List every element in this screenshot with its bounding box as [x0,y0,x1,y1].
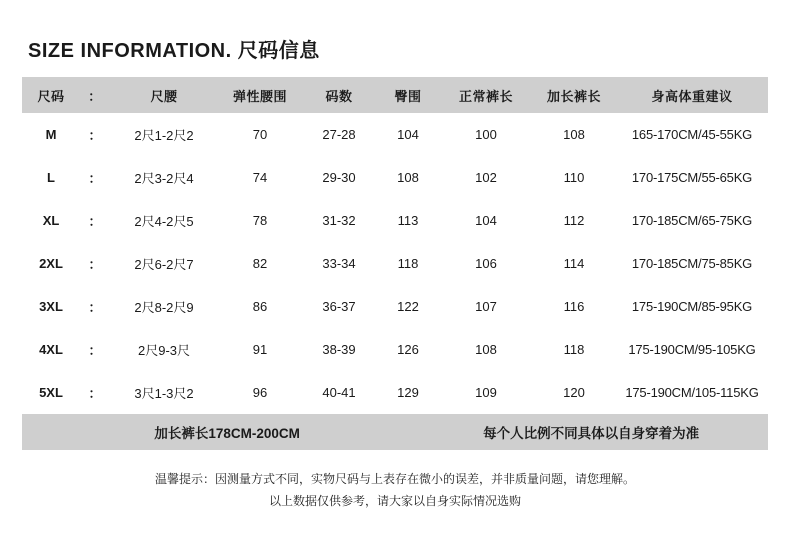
cell-hip: 126 [376,328,440,371]
cell-long-length: 110 [532,156,616,199]
table-header-row [22,77,768,113]
cell-colon: ： [80,113,110,156]
note-measurement-tip: 温馨提示：因测量方式不同，实物尺码与上表存在微小的误差，并非质量问题，请您理解。 [154,472,635,486]
page-title: SIZE INFORMATION. 尺码信息 [28,40,320,62]
table-row [22,328,768,371]
cell-advice: 175-190CM/95-105KG [616,328,768,371]
column-header-waist-chi: 尺腰 [150,88,178,104]
cell-colon: ： [80,242,110,285]
cell-advice: 170-185CM/65-75KG [616,199,768,242]
cell-size: 2XL [22,242,80,285]
table-head [22,77,768,113]
cell-long-length: 114 [532,242,616,285]
table-row [22,156,768,199]
cell-size: 4XL [22,328,80,371]
cell-size: 3XL [22,285,80,328]
column-header-elastic-waist: 弹性腰围 [232,88,287,104]
cell-advice: 170-175CM/55-65KG [616,156,768,199]
cell-code: 40-41 [302,371,376,414]
table-row [22,113,768,156]
column-header-colon: ： [88,88,102,104]
size-table [22,77,768,414]
cell-colon: ： [80,328,110,371]
cell-colon: ： [80,156,110,199]
cell-advice: 165-170CM/45-55KG [616,113,768,156]
cell-elastic: 86 [218,285,302,328]
cell-code: 31-32 [302,199,376,242]
column-header-size: 尺码 [37,88,65,104]
table-row [22,371,768,414]
cell-hip: 118 [376,242,440,285]
cell-size: 5XL [22,371,80,414]
table-row [22,242,768,285]
cell-normal-length: 106 [440,242,532,285]
cell-advice: 175-190CM/105-115KG [616,371,768,414]
notes-block [22,468,768,512]
cell-waist: 2尺3-2尺4 [110,156,218,199]
table-body [22,113,768,414]
cell-hip: 122 [376,285,440,328]
cell-long-length: 118 [532,328,616,371]
cell-code: 29-30 [302,156,376,199]
cell-long-length: 120 [532,371,616,414]
cell-long-length: 116 [532,285,616,328]
cell-advice: 170-185CM/75-85KG [616,242,768,285]
column-header-hip: 臀围 [394,88,422,104]
column-header-long-length: 加长裤长 [546,88,601,104]
note-reference-tip: 以上数据仅供参考，请大家以自身实际情况选购 [268,494,521,508]
cell-advice: 175-190CM/85-95KG [616,285,768,328]
cell-waist: 2尺8-2尺9 [110,285,218,328]
column-header-height-weight-advice: 身高体重建议 [651,88,733,104]
cell-hip: 129 [376,371,440,414]
column-header-normal-length: 正常裤长 [458,88,513,104]
table-footer-bar [22,414,768,450]
cell-colon: ： [80,371,110,414]
cell-long-length: 108 [532,113,616,156]
column-header-code-number: 码数 [325,88,353,104]
cell-normal-length: 109 [440,371,532,414]
cell-elastic: 82 [218,242,302,285]
cell-elastic: 96 [218,371,302,414]
cell-long-length: 112 [532,199,616,242]
cell-size: L [22,156,80,199]
cell-hip: 104 [376,113,440,156]
cell-elastic: 78 [218,199,302,242]
cell-size: M [22,113,80,156]
cell-elastic: 91 [218,328,302,371]
cell-normal-length: 102 [440,156,532,199]
cell-waist: 3尺1-3尺2 [110,371,218,414]
cell-code: 27-28 [302,113,376,156]
cell-hip: 108 [376,156,440,199]
cell-normal-length: 100 [440,113,532,156]
cell-code: 33-34 [302,242,376,285]
cell-hip: 113 [376,199,440,242]
cell-normal-length: 104 [440,199,532,242]
footer-long-length-note: 加长裤长178CM-200CM [154,426,300,441]
cell-waist: 2尺9-3尺 [110,328,218,371]
cell-waist: 2尺6-2尺7 [110,242,218,285]
cell-code: 38-39 [302,328,376,371]
cell-colon: ： [80,199,110,242]
cell-size: XL [22,199,80,242]
cell-elastic: 74 [218,156,302,199]
cell-elastic: 70 [218,113,302,156]
cell-waist: 2尺1-2尺2 [110,113,218,156]
cell-normal-length: 108 [440,328,532,371]
cell-waist: 2尺4-2尺5 [110,199,218,242]
cell-normal-length: 107 [440,285,532,328]
table-row [22,285,768,328]
cell-code: 36-37 [302,285,376,328]
table-row [22,199,768,242]
cell-colon: ： [80,285,110,328]
footer-proportion-note: 每个人比例不同具体以自身穿着为准 [483,426,700,441]
